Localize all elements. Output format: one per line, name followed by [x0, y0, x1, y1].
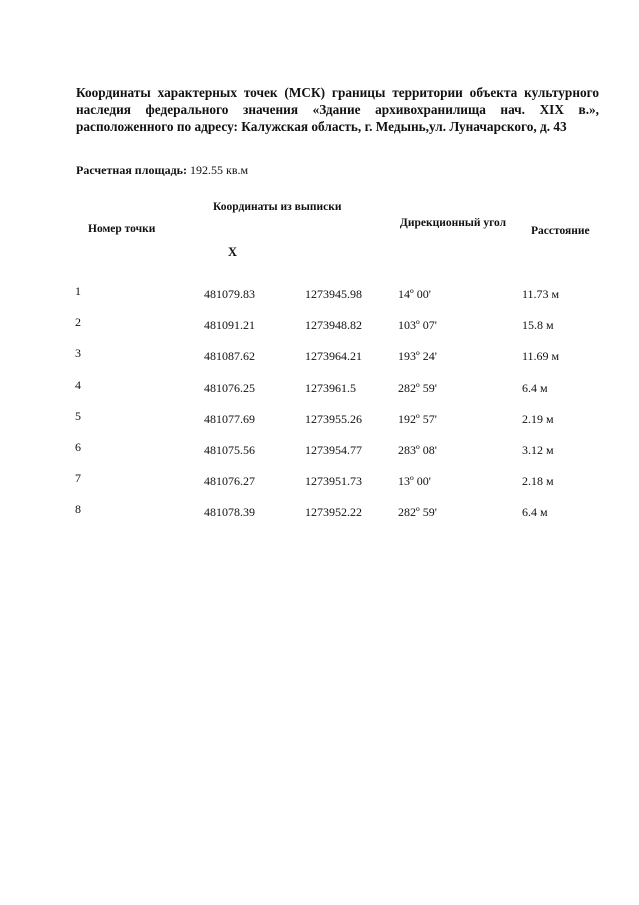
coord-y: 1273952.22	[305, 505, 362, 520]
point-number: 5	[75, 408, 81, 423]
coord-x: 481077.69	[204, 411, 255, 426]
header-x: X	[228, 245, 238, 259]
distance: 2.19 м	[522, 411, 554, 426]
coord-y: 1273954.77	[305, 443, 362, 457]
coord-x: 481076.25	[204, 380, 255, 395]
coord-x: 481079.83	[204, 287, 255, 301]
distance: 6.4 м	[522, 505, 548, 520]
distance: 6.4 м	[522, 380, 548, 395]
area-label: Расчетная площадь:	[76, 163, 187, 177]
point-number: 8	[75, 502, 81, 517]
direction-angle: 282º 59'	[398, 505, 437, 520]
point-number: 4	[75, 377, 81, 392]
coord-x: 481075.56	[204, 443, 255, 457]
distance: 11.73 м	[522, 287, 560, 301]
point-number: 6	[75, 440, 81, 454]
point-number: 7	[75, 471, 81, 486]
header-point-number: Номер точки	[88, 223, 156, 235]
distance: 2.18 м	[522, 474, 554, 489]
header-distance: Расстояние	[531, 225, 590, 237]
direction-angle: 14º 00'	[398, 287, 431, 301]
direction-angle: 192º 57'	[398, 411, 437, 426]
point-number: 3	[75, 346, 81, 361]
direction-angle: 103º 07'	[398, 318, 437, 333]
coord-y: 1273955.26	[305, 411, 362, 426]
direction-angle: 13º 00'	[398, 474, 431, 489]
point-number: 1	[75, 284, 81, 298]
header-coordinates: Координаты из выписки	[213, 201, 342, 213]
coord-x: 481076.27	[204, 474, 255, 489]
area-value: 192.55 кв.м	[190, 163, 249, 177]
direction-angle: 193º 24'	[398, 349, 437, 364]
direction-angle: 283º 08'	[398, 443, 437, 457]
point-number: 2	[75, 315, 81, 330]
coord-y: 1273948.82	[305, 318, 362, 333]
distance: 3.12 м	[522, 443, 554, 457]
coord-y: 1273961.5	[305, 380, 356, 395]
distance: 11.69 м	[522, 349, 560, 364]
header-direction-angle: Дирекционный угол	[399, 217, 507, 229]
coord-y: 1273964.21	[305, 349, 362, 364]
calculated-area	[76, 163, 248, 178]
document-title: Координаты характерных точек (МСК) границы территории объекта культурного наследия федерального значения «Здание архивохранилища нач. XIX в.», расположенного по адресу: Калужская область, г. Медынь,ул. Луначарского, д. 43	[76, 85, 599, 135]
direction-angle: 282º 59'	[398, 380, 437, 395]
coord-y: 1273945.98	[305, 287, 362, 301]
coord-x: 481091.21	[204, 318, 255, 333]
coord-x: 481078.39	[204, 505, 255, 520]
coord-x: 481087.62	[204, 349, 255, 364]
coord-y: 1273951.73	[305, 474, 362, 489]
distance: 15.8 м	[522, 318, 554, 333]
